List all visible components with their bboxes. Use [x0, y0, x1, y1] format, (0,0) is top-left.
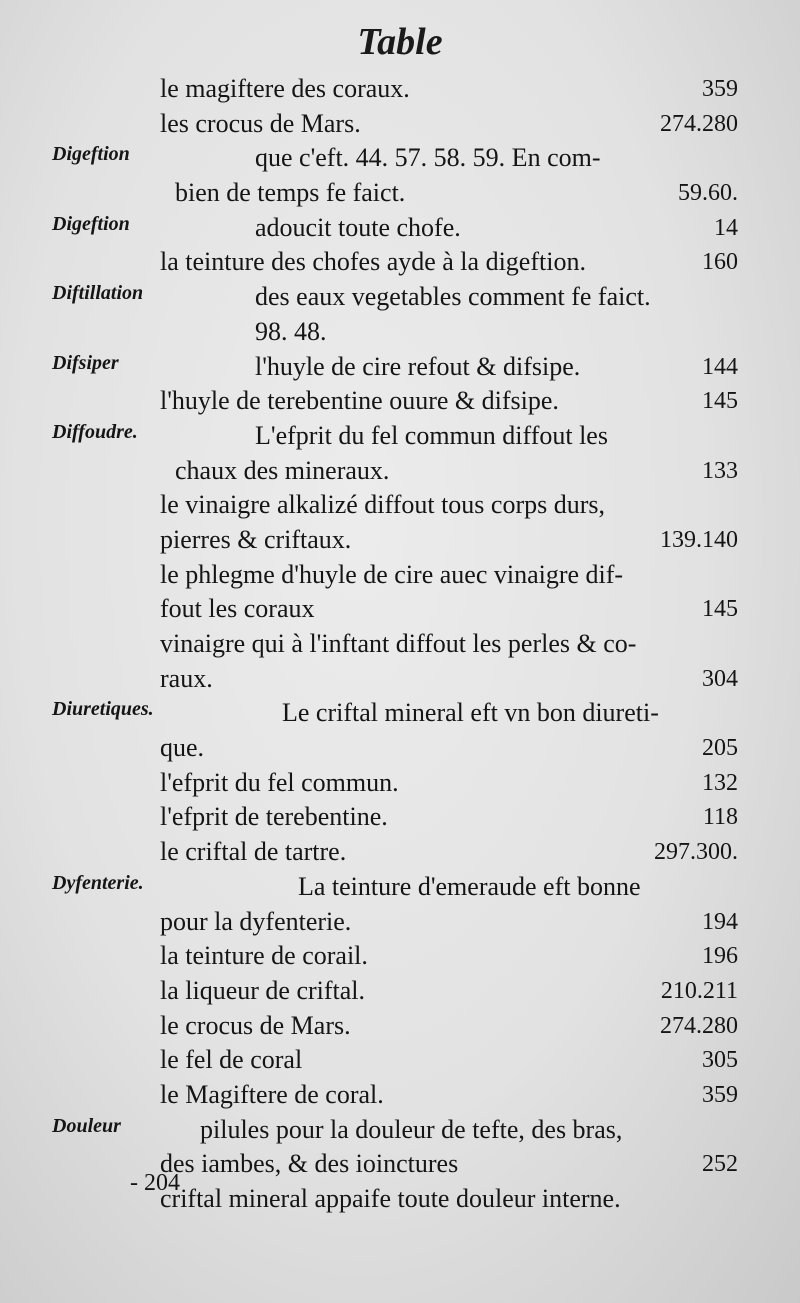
entry-heading: Diftillation [52, 282, 144, 305]
entry-text: le Magiftere de coral. [160, 1079, 384, 1109]
entry-page-number: 59.60. [678, 180, 738, 207]
index-entry [0, 1147, 800, 1182]
entry-text: le fel de coral [160, 1045, 303, 1075]
entry-page-number: 145 [702, 388, 738, 415]
entry-page-number: 196 [702, 943, 738, 970]
entry-text: l'efprit du fel commun. [160, 767, 399, 797]
index-entry [0, 696, 800, 731]
entry-heading: Digeftion [52, 143, 130, 166]
entry-heading: Douleur [52, 1114, 121, 1137]
index-entry [0, 731, 800, 766]
entry-page-number: 118 [702, 804, 738, 831]
index-entry [0, 592, 800, 627]
entry-text: fout les coraux [160, 594, 315, 624]
index-entry [0, 419, 800, 454]
entry-text: 98. 48. [255, 316, 327, 346]
index-entry [0, 523, 800, 558]
entry-page-number: 252 [702, 1151, 738, 1178]
entry-text: que. [160, 733, 205, 763]
entry-text: vinaigre qui à l'inftant diffout les perles & co- [160, 629, 637, 658]
index-entry [0, 905, 800, 940]
index-entry [0, 627, 800, 662]
entry-text: l'huyle de terebentine ouure & difsipe. [160, 386, 559, 416]
index-entry [0, 141, 800, 176]
entry-page-number: 205 [702, 735, 738, 762]
entry-text: pour la dyfenterie. [160, 906, 352, 936]
entry-text: des eaux vegetables comment fe faict. [255, 282, 651, 312]
index-entry [0, 766, 800, 801]
entry-page-number: 160 [702, 249, 738, 276]
entry-page-number: 210.211 [660, 977, 738, 1004]
index-entries [0, 72, 800, 1217]
index-entry [0, 454, 800, 489]
entry-heading: Diuretiques. [52, 698, 154, 721]
entry-text: adoucit toute chofe. [255, 212, 461, 242]
entry-page-number: 145 [702, 596, 738, 623]
index-entry [0, 939, 800, 974]
entry-page-number: 359 [702, 1081, 738, 1108]
entry-text: chaux des mineraux. [175, 455, 390, 485]
index-entry [0, 1078, 800, 1113]
entry-page-number: 297.300. [654, 839, 738, 866]
index-entry [0, 211, 800, 246]
entry-text: bien de temps fe faict. [175, 178, 406, 208]
page-footer: - 204 [130, 1170, 180, 1196]
entry-text: La teinture d'emeraude eft bonne [298, 871, 641, 901]
entry-text: la teinture de corail. [160, 941, 368, 971]
entry-text: la liqueur de criftal. [160, 975, 366, 1005]
entry-heading: Dyfenterie. [52, 871, 144, 894]
entry-page-number: 14 [714, 214, 738, 241]
entry-page-number: 132 [702, 769, 738, 796]
entry-text: pilules pour la douleur de tefte, des bras, [200, 1114, 623, 1144]
index-entry [0, 1113, 800, 1148]
entry-text: que c'eft. 44. 57. 58. 59. En com- [255, 143, 601, 173]
entry-text: L'efprit du fel commun diffout les [255, 420, 608, 450]
index-entry [0, 1182, 800, 1217]
entry-text: pierres & criftaux. [160, 524, 352, 554]
entry-text: l'efprit de terebentine. [160, 802, 388, 832]
entry-page-number: 144 [702, 353, 738, 380]
entry-text: Le criftal mineral eft vn bon diureti- [282, 698, 659, 728]
entry-heading: Difsiper [52, 351, 119, 374]
index-entry [0, 1043, 800, 1078]
index-entry [0, 315, 800, 350]
index-entry [0, 662, 800, 697]
entry-heading: Diffoudre. [52, 420, 138, 443]
index-entry [0, 245, 800, 280]
entry-text: le vinaigre alkalizé diffout tous corps durs, [160, 490, 606, 520]
entry-page-number: 359 [702, 76, 738, 102]
entry-page-number: 194 [702, 908, 738, 935]
entry-text: le magiftere des coraux. [160, 74, 410, 103]
index-entry [0, 176, 800, 211]
entry-page-number: 305 [702, 1047, 738, 1074]
page-title: Table [357, 21, 443, 63]
entry-text: criftal mineral appaife toute douleur interne. [160, 1184, 621, 1213]
entry-page-number: 274.280 [660, 1012, 738, 1039]
entry-heading: Digeftion [52, 212, 130, 235]
index-entry [0, 558, 800, 593]
entry-page-number: 274.280 [660, 110, 738, 137]
index-entry [0, 1009, 800, 1044]
index-entry [0, 280, 800, 315]
index-entry [0, 384, 800, 419]
index-entry [0, 488, 800, 523]
entry-page-number: 139.140 [660, 526, 738, 553]
entry-text: des iambes, & des ioinctures [160, 1149, 459, 1179]
entry-page-number: 304 [702, 665, 738, 692]
index-entry [0, 974, 800, 1009]
index-entry [0, 350, 800, 385]
entry-text: les crocus de Mars. [160, 108, 361, 138]
entry-text: l'huyle de cire refout & difsipe. [255, 351, 581, 381]
index-entry [0, 72, 800, 107]
entry-text: la teinture des chofes ayde à la digeftion. [160, 247, 586, 277]
entry-page-number: 133 [702, 457, 738, 484]
index-entry [0, 870, 800, 905]
entry-text: raux. [160, 663, 213, 693]
index-entry [0, 107, 800, 142]
entry-text: le phlegme d'huyle de cire auec vinaigre dif- [160, 559, 624, 589]
entry-text: le criftal de tartre. [160, 837, 347, 867]
index-entry [0, 800, 800, 835]
entry-text: le crocus de Mars. [160, 1010, 351, 1040]
index-entry [0, 835, 800, 870]
